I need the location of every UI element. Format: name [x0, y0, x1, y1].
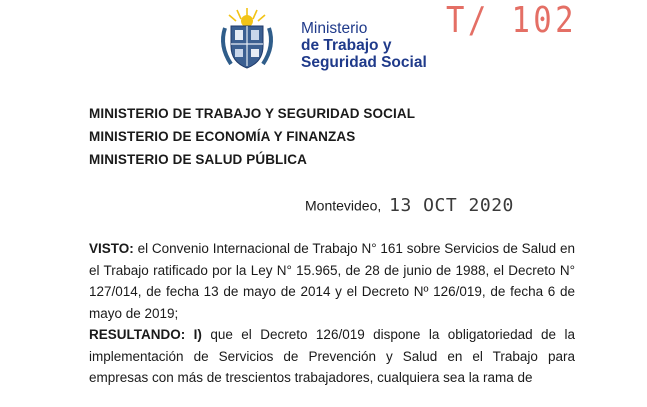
issuing-ministries — [89, 102, 415, 171]
resultando-label: RESULTANDO: I) — [89, 327, 202, 342]
document-body — [89, 238, 575, 389]
date-stamp: 13 OCT 2020 — [389, 195, 514, 216]
dateline — [305, 195, 514, 216]
resultando-paragraph — [89, 324, 575, 389]
ministry-name-line3: Seguridad Social — [301, 54, 427, 71]
visto-label: VISTO: — [89, 241, 134, 256]
issuer-line: MINISTERIO DE SALUD PÚBLICA — [89, 152, 307, 167]
letterhead — [205, 6, 445, 74]
ministry-name-line1: Ministerio — [301, 20, 368, 37]
coat-of-arms-icon — [215, 6, 279, 72]
visto-paragraph — [89, 238, 575, 324]
dateline-place: Montevideo, — [305, 197, 382, 214]
ministry-name — [301, 20, 427, 71]
visto-text: el Convenio Internacional de Trabajo N° 161 sobre Servicios de Salud en el Trabajo ratificado por la Ley N° 15.965, de 28 de junio de 1988, el Decreto N° 127/014, de fecha 13 de mayo de 2014 y el Decreto Nº 126/019, de fecha 6 de mayo de 2019; — [89, 241, 575, 321]
reference-stamp: T/ 102 — [446, 0, 577, 41]
ministry-name-line2: de Trabajo y — [301, 37, 392, 54]
resultando-text: que el Decreto 126/019 dispone la obligatoriedad de la implementación de Servicios de Prevención y Salud en el Trabajo para empresas con más de trescientos trabajadores, cualquiera sea la rama de — [89, 327, 575, 385]
issuer-line: MINISTERIO DE ECONOMÍA Y FINANZAS — [89, 129, 356, 144]
issuer-line: MINISTERIO DE TRABAJO Y SEGURIDAD SOCIAL — [89, 106, 416, 121]
